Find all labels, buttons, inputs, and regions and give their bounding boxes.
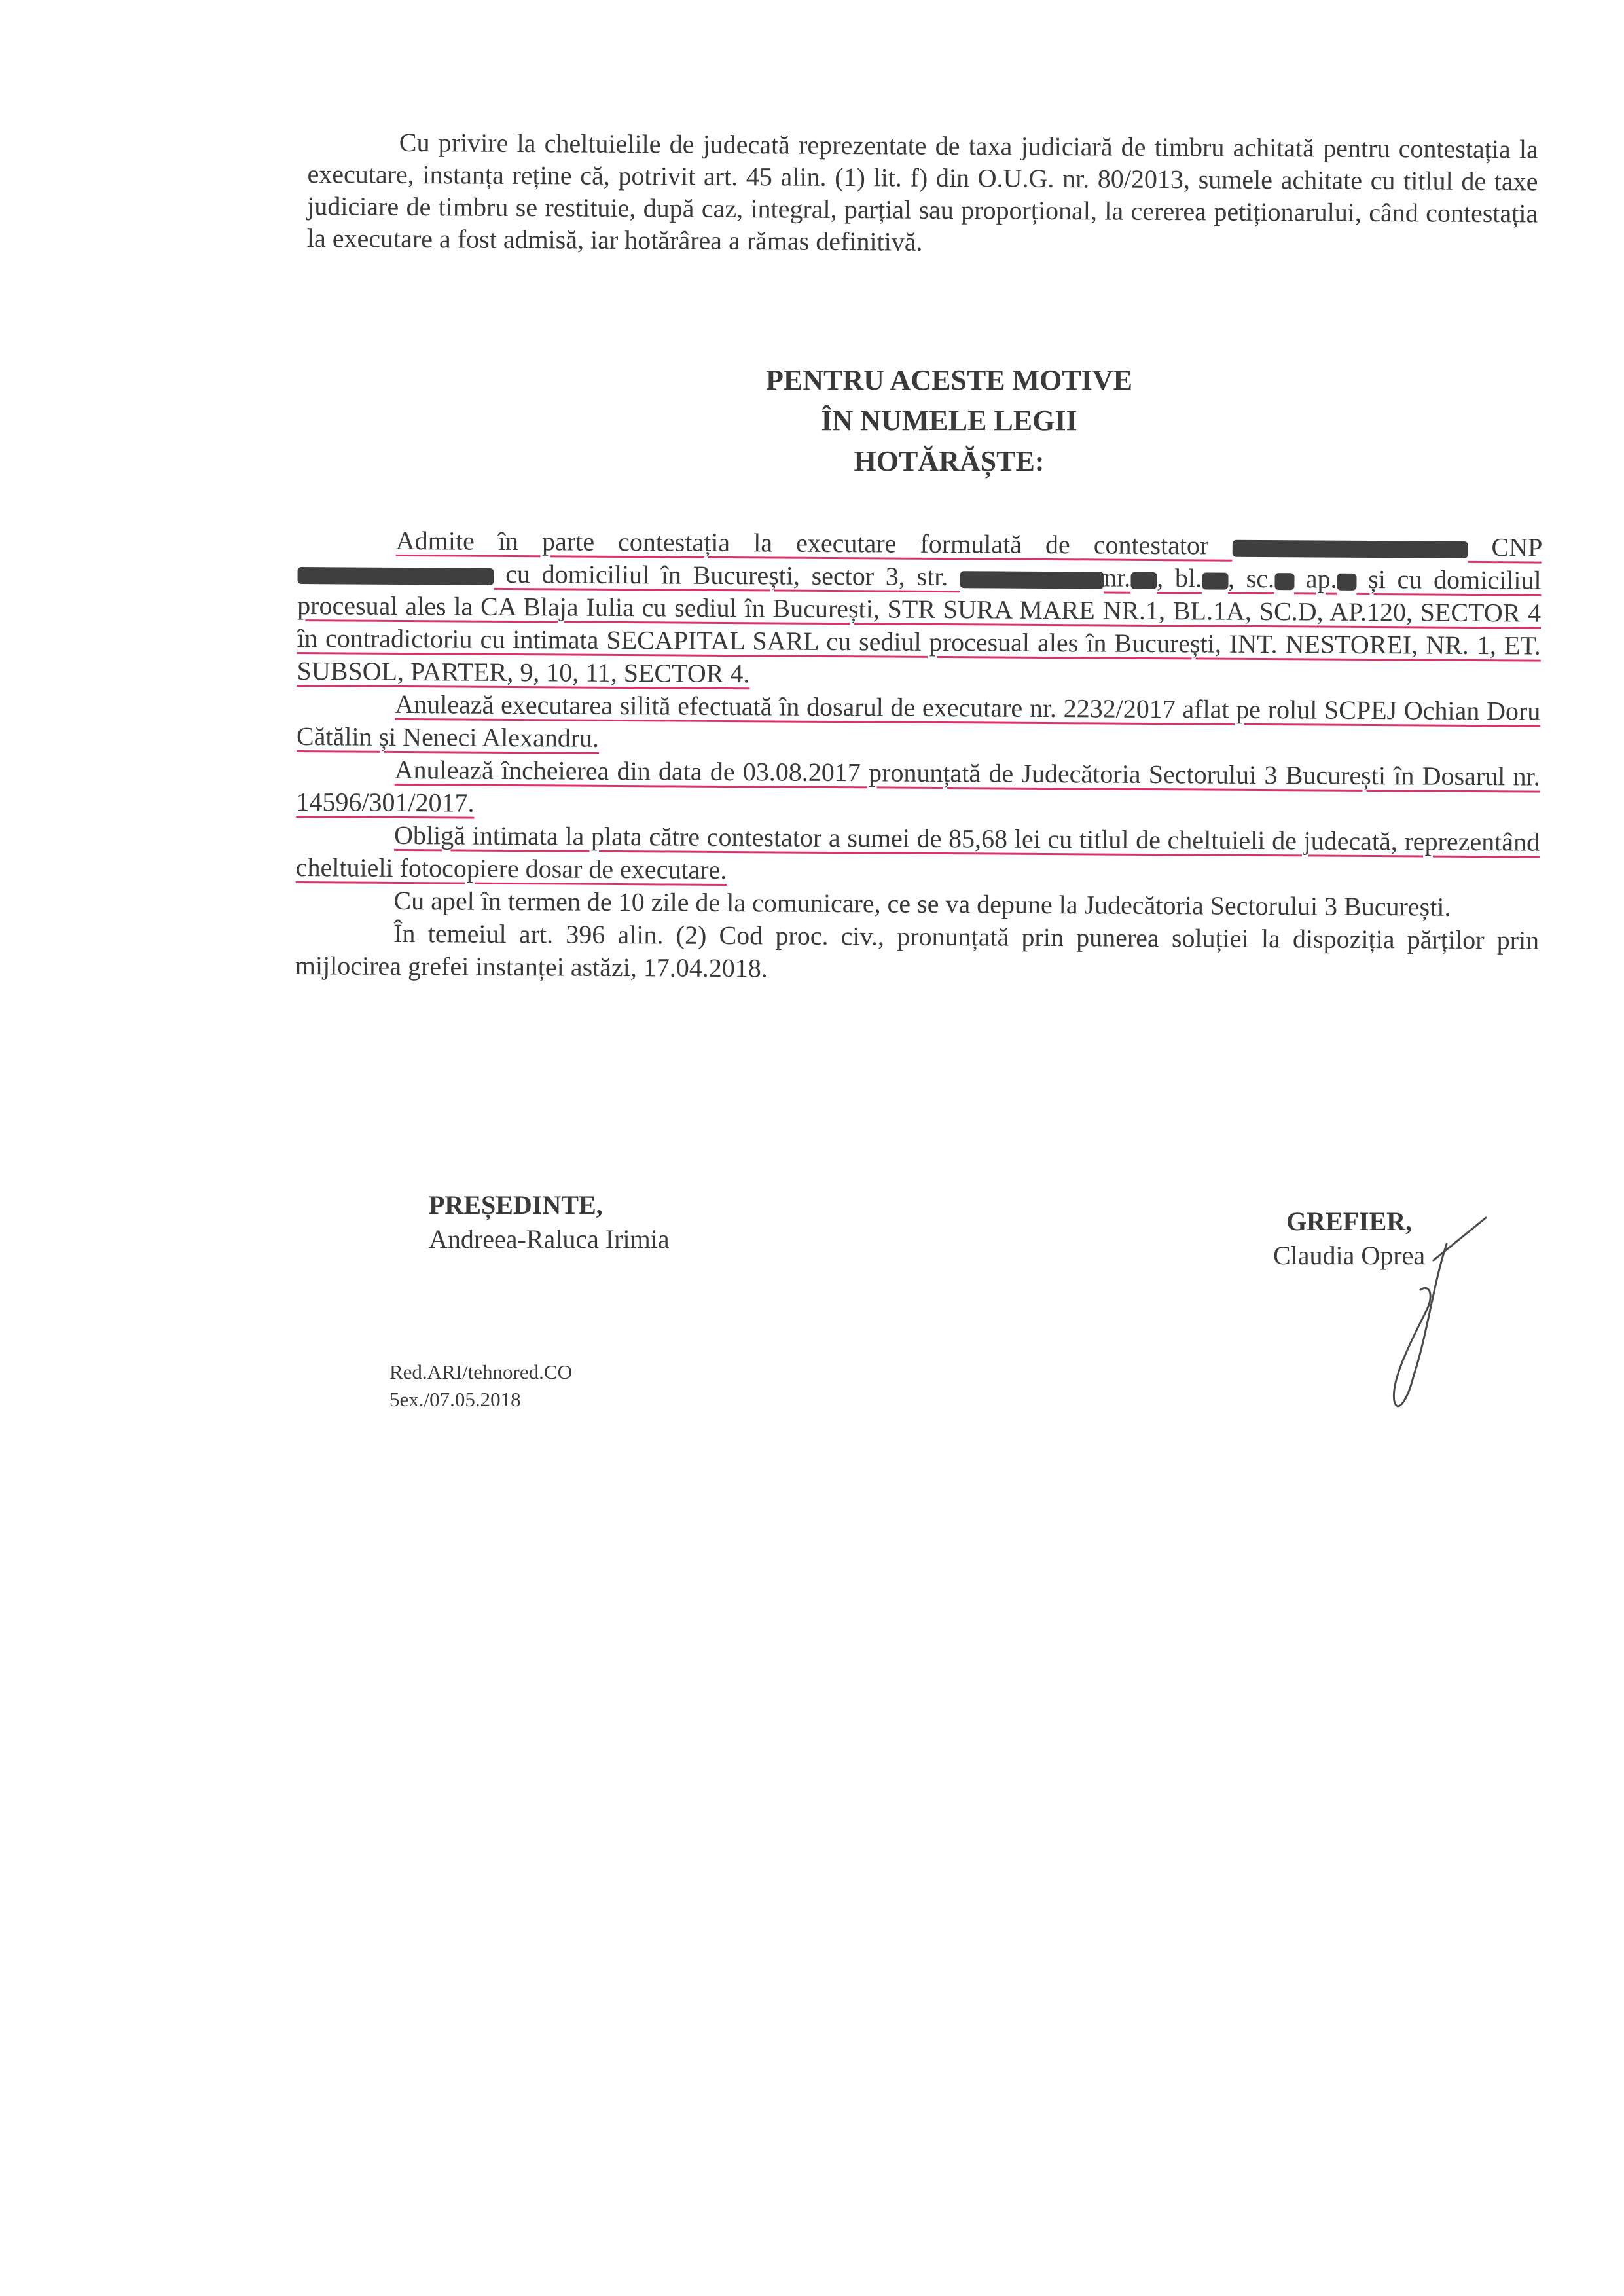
admit-text-b: CNP bbox=[1491, 532, 1542, 562]
admit-text-e: , bl. bbox=[1157, 563, 1202, 593]
admit-text-a: Admite în parte contestația la executare formulată de contestator bbox=[395, 525, 1209, 560]
clerk-handwritten-signature bbox=[1335, 1205, 1532, 1421]
redacted-street bbox=[960, 571, 1104, 589]
admit-text-h: și cu domiciliul procesual ales la CA Blaja Iulia cu sediul în București, STR SURA MARE NR.1, BL.1A, SC.D, AP.120, SECTOR 4 în contradictoriu cu intimata SECAPITAL SARL cu sediul procesual ales în București, INT. NESTOREI, NR. 1, ET. SUBSOL, PARTER, 9, 10, 11, SECTOR 4. bbox=[297, 564, 1542, 689]
footer-copies-line: 5ex./07.05.2018 bbox=[389, 1388, 521, 1411]
admit-text-d: nr. bbox=[1103, 562, 1131, 592]
admit-text-c: cu domiciliul în București, sector 3, str. bbox=[505, 558, 948, 592]
redacted-stair bbox=[1274, 573, 1294, 590]
decision-admit-paragraph bbox=[297, 524, 1541, 695]
footer-notes bbox=[389, 1358, 572, 1413]
decision-section bbox=[295, 524, 1542, 990]
decision-annul-execution-paragraph: Anulează executarea silită efectuată în dosarul de executare nr. 2232/2017 aflat pe rolul SCPEJ Ochian Doru Cătălin și Neneci Alexandru. bbox=[296, 689, 1541, 753]
president-title: PREȘEDINTE, bbox=[429, 1190, 603, 1220]
decision-appeal-paragraph: Cu apel în termen de 10 zile de la comunicare, ce se va depune la Judecătoria Sectorului 3 București. bbox=[393, 885, 1451, 922]
heading-line-1: PENTRU ACESTE MOTIVE bbox=[766, 364, 1132, 396]
redacted-number bbox=[1130, 572, 1157, 589]
admit-text-f: , sc. bbox=[1227, 563, 1275, 594]
president-name: Andreea-Raluca Irimia bbox=[429, 1224, 670, 1254]
heading-line-3: HOTĂRĂȘTE: bbox=[854, 445, 1045, 477]
president-signature-block bbox=[429, 1188, 670, 1256]
redacted-name bbox=[1232, 540, 1468, 558]
footer-redaction-line: Red.ARI/tehnored.CO bbox=[389, 1360, 572, 1383]
redacted-apartment bbox=[1337, 574, 1356, 591]
intro-paragraph: Cu privire la cheltuielile de judecată reprezentate de taxa judiciară de timbru achitată pentru contestația la executare, instanța reține că, potrivit art. 45 alin. (1) lit. f) din O.U.G. nr. 80/2013, sumele achitate cu titlul de taxe judiciare de timbru se restituie, după caz, integral, parțial sau proporțional, la cererea petiționarului, când contestația la executare a fost admisă, iar hotărârea a rămas definitivă. bbox=[306, 127, 1538, 257]
decision-legal-basis-paragraph: În temeiul art. 396 alin. (2) Cod proc. civ., pronunțată prin punerea soluției la dispoziția părților prin mijlocirea grefei instanței astăzi, 17.04.2018. bbox=[295, 918, 1540, 983]
decision-costs-paragraph: Obligă intimata la plata către contestator a sumei de 85,68 lei cu titlul de cheltuieli de judecată, reprezentând cheltuieli fotocopiere dosar de executare. bbox=[295, 820, 1540, 885]
redacted-cnp bbox=[297, 567, 494, 585]
clerk-name: Claudia Oprea bbox=[1273, 1241, 1426, 1270]
admit-text-g: ap. bbox=[1293, 564, 1337, 594]
clerk-title: GREFIER, bbox=[1286, 1207, 1413, 1236]
decision-annul-order-paragraph: Anulează încheierea din data de 03.08.2017 pronunțată de Judecătoria Sectorului 3 București în Dosarul nr. 14596/301/2017. bbox=[296, 754, 1540, 818]
redacted-block bbox=[1202, 572, 1228, 589]
heading-line-2: ÎN NUMELE LEGII bbox=[821, 405, 1077, 437]
